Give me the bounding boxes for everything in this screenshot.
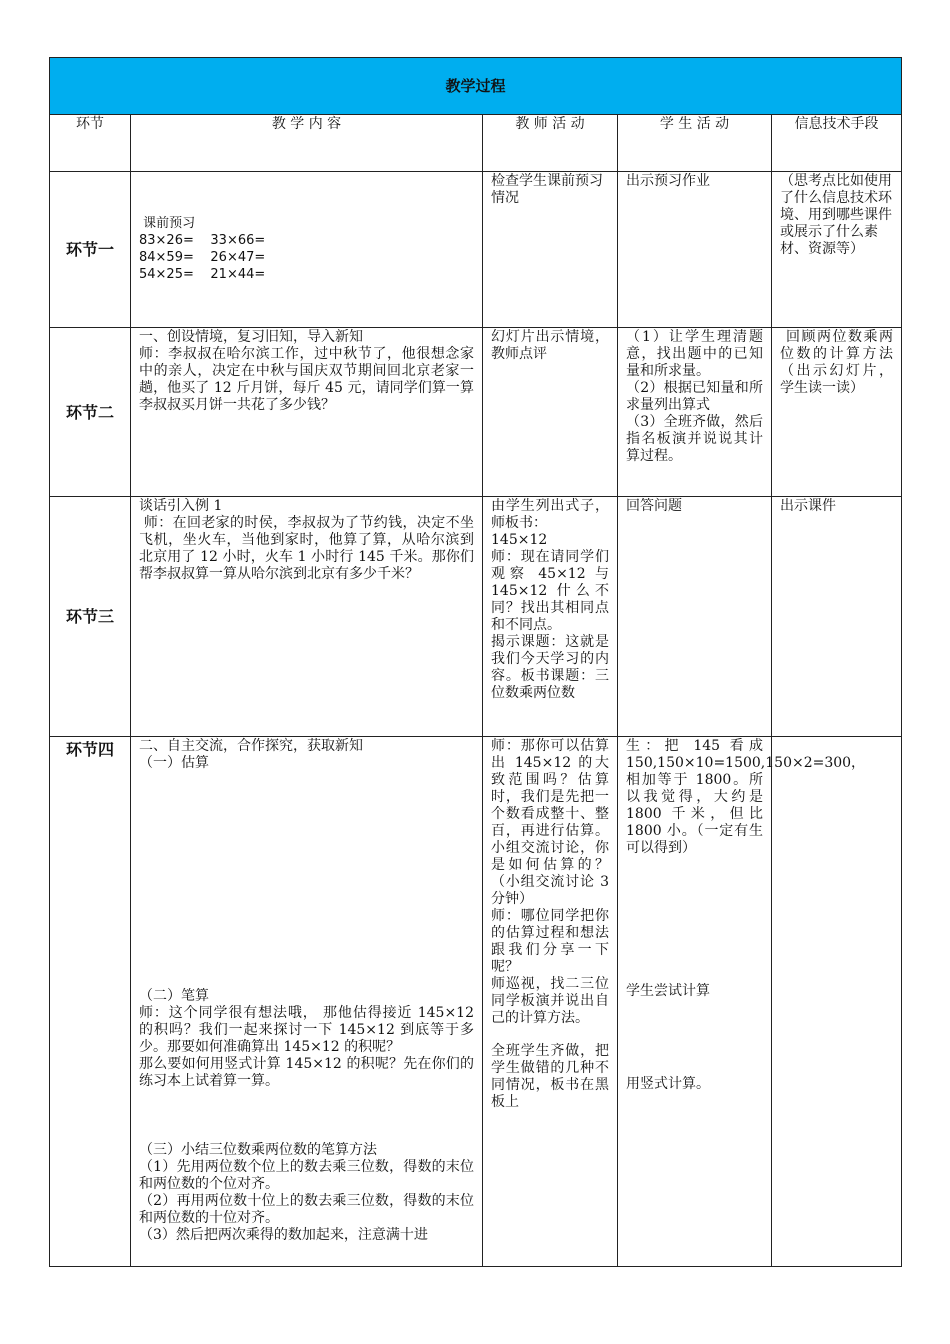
stage-label: 环节四	[50, 737, 131, 1267]
content-cell	[131, 172, 483, 328]
content-cell	[131, 737, 483, 1267]
teacher-cell	[483, 172, 618, 328]
table-row	[50, 172, 902, 328]
content-text-part-2: （二）笔算 师：这个同学很有想法哦， 那他估得接近 145×12 的积吗？我们一起来探讨一下 145×12 到底等于多少。那要如何准确算出 145×12 的积呢？ 那么要如何用竖式计算 145×12 的积呢？先在你们的练习本上试着算一算。	[139, 988, 474, 1089]
content-text: 课前预习 83×26= 33×66= 84×59= 26×47= 54×25= 21×44=	[139, 216, 266, 282]
content-text: 谈话引入例 1 师：在回老家的时侯，李叔叔为了节约钱，决定不坐飞机，坐火车，当他到家时，他算了算，从哈尔滨到北京用了 12 小时，火车 1 小时行 145 千米。那你们帮李叔叔算一算从哈尔滨到北京有多少千米？	[139, 498, 475, 582]
student-cell	[618, 737, 866, 1267]
content-text: 一、创设情境，复习旧知，导入新知 师：李叔叔在哈尔滨工作，过中秋节了，他很想念家中的亲人，决定在中秋与国庆双节期间回北京老家一趟，他买了 12 斤月饼，每斤 45 元，请同学们算一算李叔叔买月饼一共花了多少钱？	[139, 329, 474, 413]
lesson-plan-table	[49, 57, 902, 1267]
header-student: 学 生 活 动	[618, 115, 772, 172]
stage-label: 环节一	[50, 172, 131, 328]
stage-label: 环节三	[50, 497, 131, 737]
teacher-text-part-1: 师：那你可以估算出 145×12 的大致范围吗？估算时，我们是先把一个数看成整十、整百，再进行估算。小组交流讨论，你是如何估算的？（小组交流讨论 3 分钟） 师：哪位同学把你的估算过程和想法跟我们分享一下呢？ 师巡视，找二三位同学板演并说出自己的计算方法。	[491, 738, 609, 1026]
student-text: 出示预习作业	[626, 173, 710, 189]
tech-text: （思考点比如使用了什么信息技术环境、用到哪些课件或展示了什么素材、资源等）	[780, 173, 892, 257]
student-text-part-2: 学生尝试计算	[626, 983, 710, 999]
teacher-text: 幻灯片出示情境，教师点评	[491, 329, 609, 362]
table-row	[50, 737, 902, 1267]
teacher-cell	[483, 737, 618, 1267]
content-text-part-1: 二、自主交流，合作探究，获取新知 （一）估算	[139, 738, 363, 771]
tech-cell	[772, 497, 902, 737]
table-row	[50, 497, 902, 737]
tech-cell	[772, 737, 902, 1267]
student-text-part-3: 用竖式计算。	[626, 1076, 710, 1092]
student-cell	[618, 328, 772, 497]
header-teacher: 教 师 活 动	[483, 115, 618, 172]
table-title: 教学过程	[50, 58, 902, 115]
stage-label: 环节二	[50, 328, 131, 497]
header-tech: 信息技术手段	[772, 115, 902, 172]
tech-cell	[772, 328, 902, 497]
tech-cell	[772, 172, 902, 328]
table-row	[50, 328, 902, 497]
content-cell	[131, 328, 483, 497]
header-content: 教 学 内 容	[131, 115, 483, 172]
student-cell	[618, 172, 772, 328]
header-stage: 环节	[50, 115, 131, 172]
teacher-cell	[483, 497, 618, 737]
teacher-cell	[483, 328, 618, 497]
student-text: （1）让学生理清题意，找出题中的已知量和所求量。 （2）根据已知量和所求量列出算式 （3）全班齐做，然后指名板演并说说其计算过程。	[626, 329, 763, 464]
tech-text: 出示课件	[780, 498, 836, 514]
teacher-text: 检查学生课前预习情况	[491, 173, 603, 206]
tech-text: 回顾两位数乘两位数的计算方法（出示幻灯片， 学生读一读）	[780, 329, 898, 396]
student-text-part-1: 生：把 145 看成 150,150×10=1500,150×2=300，相加等于 1800。所以我觉得，大约是 1800 千米，但比 1800 小。（一定有生可以得到）	[626, 738, 866, 856]
teacher-text-part-2: 全班学生齐做，把学生做错的几种不同情况，板书在黑板上	[491, 1043, 609, 1110]
student-cell	[618, 497, 772, 737]
content-text-part-3: （三）小结三位数乘两位数的笔算方法 （1）先用两位数个位上的数去乘三位数，得数的末位和两位数的个位对齐。 （2）再用两位数十位上的数去乘三位数，得数的末位和两位数的十位对齐。 （3）然后把两次乘得的数加起来，注意满十进	[139, 1142, 474, 1243]
student-text: 回答问题	[626, 498, 682, 514]
content-cell	[131, 497, 483, 737]
teacher-text: 由学生列出式子，师板书： 145×12 师：现在请同学们观察 45×12 与 145×12 什么不同？找出其相同点和不同点。 揭示课题：这就是我们今天学习的内容。板书课题：三位数乘两位数	[491, 498, 609, 701]
